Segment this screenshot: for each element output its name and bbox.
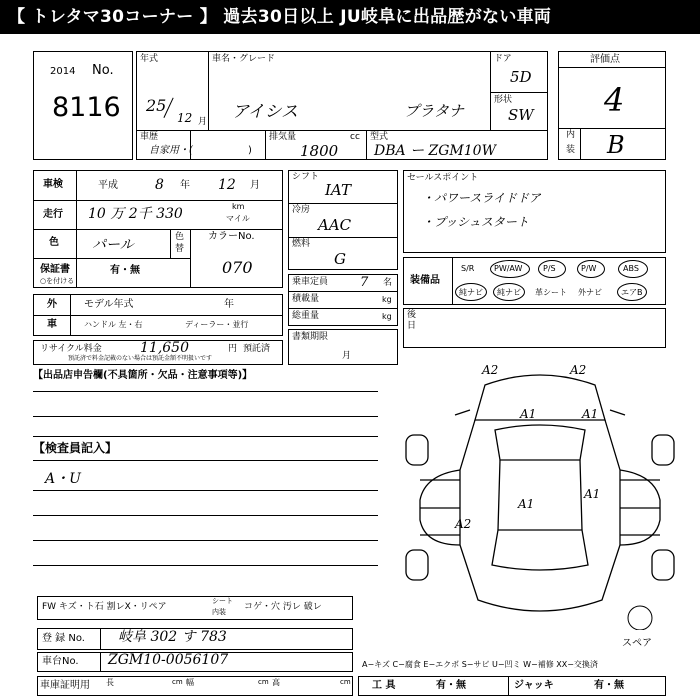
shorui-label: 書類期限 [292, 332, 329, 342]
taka-cm: cm [340, 678, 351, 686]
car-name-value: アイシス [232, 102, 298, 122]
shaken-label: 車検 [43, 179, 63, 190]
shadai-label: 車台No. [42, 656, 79, 667]
soukou-label: 走行 [43, 209, 63, 220]
shaken-nen: 年 [180, 180, 190, 191]
color-number: 070 [222, 258, 253, 277]
color-value: パール [92, 237, 134, 253]
car-damage-diagram [400, 360, 680, 630]
fw-label: FW キズ・ト石 割レX・リペア [42, 602, 167, 612]
shamei-label: 車名・グレード [212, 54, 276, 64]
banner-title: 【 トレタマ30コーナー 】 過去30日以上 JU岐阜に出品歴がない車両 [0, 0, 700, 34]
ato-label-2: 日 [407, 321, 417, 331]
heisei-label: 平成 [98, 180, 118, 191]
shaken-year: 8 [155, 177, 164, 193]
sheet-label-1: シート [212, 597, 233, 605]
sales-point-2: ・プッシュスタート [422, 215, 529, 229]
equip-navi-2: 純ナビ [497, 288, 521, 297]
equip-leather: 革シート [535, 288, 567, 297]
soujuryo-unit: kg [382, 312, 392, 321]
kensa-label: 【検査員記入】 [33, 441, 118, 455]
sales-label: セールスポイント [407, 173, 479, 183]
fuel-value: G [334, 250, 346, 268]
soubi-label: 装備品 [410, 275, 440, 286]
year-value: 25 [146, 96, 167, 115]
mark-hood-right: A1 [582, 407, 599, 421]
equip-abs: ABS [623, 264, 639, 273]
mark-roof: A1 [518, 497, 535, 511]
shareki-label: 車歴 [140, 132, 159, 142]
teiin-label: 乗車定員 [292, 277, 329, 287]
cc-label: cc [350, 132, 360, 142]
shinkoku-label: 【出品店申告欄(不具箇所・欠品・注意事項等)】 [33, 370, 253, 381]
iro-sub-2: 替 [175, 244, 185, 254]
chassis-value: ZGM10-0056107 [108, 652, 229, 668]
aftermarket-box [403, 308, 666, 348]
displacement-value: 1800 [300, 142, 339, 160]
grade-score: 4 [604, 81, 625, 119]
shaken-gatsu: 月 [250, 180, 260, 191]
recycle-status: 預託済 [243, 344, 271, 354]
iro-label: 色 [49, 237, 59, 248]
month-value: 12 [177, 111, 193, 125]
haba-cm: cm [258, 678, 269, 686]
shaken-month: 12 [218, 177, 236, 193]
equip-pwaw: PW/AW [494, 264, 523, 273]
spare-label: スペア [622, 638, 652, 649]
iro-sub-1: 色 [175, 232, 185, 242]
mark-hood-left: A1 [520, 407, 537, 421]
model-year-nen: 年 [224, 299, 234, 310]
sheet-label-2: 内装 [212, 608, 226, 616]
inspector-note: A・U [45, 471, 81, 487]
taka-label: 高 [272, 678, 280, 687]
hyouka-label: 評価点 [590, 54, 620, 65]
touroku-label: 登 録 No. [42, 633, 85, 644]
dealer-label: ディーラー・並行 [185, 320, 249, 329]
recycle-unit: 円 [228, 344, 238, 354]
recycle-note: 預託済で料金記載のない場合は預託金額不明扱いです [68, 355, 213, 362]
mark-front-left: A2 [482, 363, 499, 377]
jack-option: 有・無 [594, 680, 624, 691]
kogu-option: 有・無 [436, 680, 466, 691]
history-close: ) [248, 145, 252, 156]
body-shape-value: SW [508, 106, 534, 124]
grade-value: プラタナ [404, 102, 464, 120]
chou-cm: cm [172, 678, 183, 686]
sekisai-unit: kg [382, 295, 392, 304]
month-unit: 月 [198, 117, 208, 127]
interior-score: B [607, 131, 625, 159]
mile-label: マイル [226, 214, 250, 223]
door-label: ドア [494, 54, 512, 64]
shorui-gatsu: 月 [342, 351, 352, 361]
jack-label: ジャッキ [514, 680, 554, 691]
recycle-label: リサイクル料金 [40, 344, 102, 354]
katashiki-label: 型式 [370, 132, 389, 142]
haba-label: 幅 [186, 678, 194, 687]
hoshosho-label: 保証書 [40, 264, 70, 275]
history-value: 自家用・( [149, 145, 193, 156]
keijo-label: 形状 [494, 95, 513, 105]
km-label: km [232, 202, 245, 211]
hoshosho-option: 有・無 [110, 265, 140, 276]
equip-airbag: エアB [621, 288, 643, 297]
seats-value: 7 [360, 275, 369, 290]
sha-label: 車 [47, 319, 57, 330]
haiki-label: 排気量 [269, 132, 297, 142]
lot-no-label: No. [92, 63, 114, 78]
chou-label: 長 [106, 678, 114, 687]
sekisai-label: 積載量 [292, 294, 320, 304]
lot-number: 8116 [52, 92, 121, 123]
equip-navi-1: 純ナビ [459, 288, 483, 297]
doors-value: 5D [510, 68, 532, 86]
gai-label: 外 [47, 299, 57, 310]
kogu-label: 工 具 [372, 680, 396, 691]
sales-point-1: ・パワースライドドア [422, 191, 541, 205]
equip-ext-navi: 外ナビ [578, 288, 602, 297]
nenshiki-label: 年式 [140, 54, 159, 64]
equip-pw: P/W [581, 264, 597, 273]
ato-label-1: 後 [407, 310, 417, 320]
naiso-label-2: 装 [566, 145, 576, 155]
reibo-label: 冷房 [292, 205, 311, 215]
shift-label: シフト [292, 172, 320, 182]
soujuryo-label: 総重量 [292, 311, 320, 321]
registration-value: 岐阜 302 す 783 [118, 629, 227, 645]
naiso-label-1: 内 [566, 130, 576, 140]
lot-year: 2014 [50, 66, 76, 77]
equip-ps: P/S [543, 264, 556, 273]
equip-sr: S/R [461, 264, 475, 273]
shift-value: IAT [325, 181, 351, 199]
ac-value: AAC [318, 216, 352, 234]
model-code-value: DBA ー ZGM10W [374, 143, 496, 159]
shashou-label: 車庫証明用 [40, 680, 90, 691]
mark-left-door: A2 [455, 517, 472, 531]
koge-label: コゲ・穴 汚レ 破レ [244, 602, 322, 612]
mark-right-door: A1 [584, 487, 601, 501]
model-year-label: モデル年式 [84, 299, 134, 310]
mark-front-right: A2 [570, 363, 587, 377]
teiin-unit: 名 [383, 278, 393, 288]
recycle-fee: 11,650 [140, 340, 189, 356]
hoshosho-note: ○を付ける [40, 277, 75, 285]
mileage-value: 10 万 2千 330 [88, 206, 183, 222]
color-no-label: カラーNo. [208, 231, 255, 242]
legend-text: A−キズ C−腐食 E−エクボ S−サビ U−凹ミ W−補修 XX−交換済 [362, 660, 598, 669]
handle-label: ハンドル 左・右 [84, 320, 143, 329]
nenryo-label: 燃料 [292, 239, 311, 249]
